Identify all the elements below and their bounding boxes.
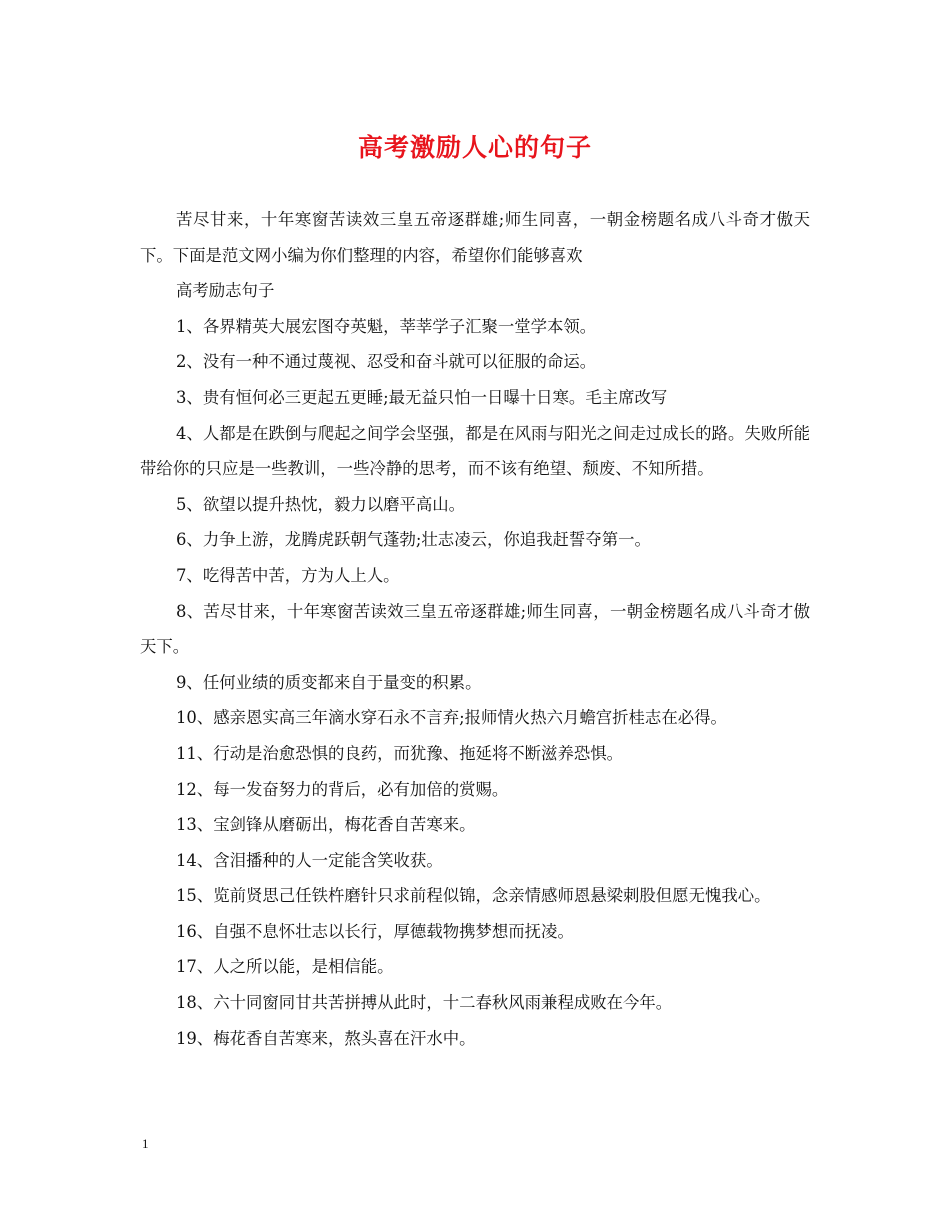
paragraph: 8、苦尽甘来，十年寒窗苦读效三皇五帝逐群雄;师生同喜，一朝金榜题名成八斗奇才傲天下。 xyxy=(140,601,810,657)
paragraph: 11、行动是治愈恐惧的良药，而犹豫、拖延将不断滋养恐惧。 xyxy=(176,743,624,763)
paragraph: 1、各界精英大展宏图夺英魁，莘莘学子汇聚一堂学本领。 xyxy=(176,316,597,336)
paragraph: 14、含泪播种的人一定能含笑收获。 xyxy=(176,850,443,870)
paragraph: 6、力争上游，龙腾虎跃朝气蓬勃;壮志凌云，你追我赶誓夺第一。 xyxy=(176,530,651,550)
document-title: 高考激励人心的句子 xyxy=(357,133,592,162)
document-body xyxy=(140,202,810,1056)
paragraph: 12、每一发奋努力的背后，必有加倍的赏赐。 xyxy=(176,779,509,799)
paragraph: 17、人之所以能，是相信能。 xyxy=(176,957,394,977)
paragraph: 苦尽甘来，十年寒窗苦读效三皇五帝逐群雄;师生同喜，一朝金榜题名成八斗奇才傲天下。下面是范文网小编为你们整理的内容，希望你们能够喜欢 xyxy=(140,210,810,265)
paragraph: 18、六十同窗同甘共苦拼搏从此时，十二春秋风雨兼程成败在今年。 xyxy=(176,993,673,1013)
page-number: 1 xyxy=(142,1136,149,1151)
paragraph: 4、人都是在跌倒与爬起之间学会坚强，都是在风雨与阳光之间走过成长的路。失败所能带给你的只应是一些教训，一些冷静的思考，而不该有绝望、颓废、不知所措。 xyxy=(140,423,810,479)
paragraph: 9、任何业绩的质变都来自于量变的积累。 xyxy=(176,672,482,692)
paragraph: 5、欲望以提升热忱，毅力以磨平高山。 xyxy=(176,494,466,514)
paragraph: 2、没有一种不通过蔑视、忍受和奋斗就可以征服的命运。 xyxy=(176,352,597,372)
paragraph: 13、宝剑锋从磨砺出，梅花香自苦寒来。 xyxy=(176,815,476,835)
paragraph: 7、吃得苦中苦，方为人上人。 xyxy=(176,565,400,585)
paragraph: 19、梅花香自苦寒来，熬头喜在汗水中。 xyxy=(176,1028,476,1048)
paragraph: 16、自强不息怀壮志以长行，厚德载物携梦想而抚凌。 xyxy=(176,921,574,941)
section-heading: 高考励志句子 xyxy=(176,281,275,301)
paragraph: 15、览前贤思己任铁杵磨针只求前程似锦，念亲情感师恩悬梁刺股但愿无愧我心。 xyxy=(176,886,771,906)
paragraph: 10、感亲恩实高三年滴水穿石永不言弃;报师情火热六月蟾宫折桂志在必得。 xyxy=(176,708,727,728)
paragraph: 3、贵有恒何必三更起五更睡;最无益只怕一日曝十日寒。毛主席改写 xyxy=(176,387,668,407)
